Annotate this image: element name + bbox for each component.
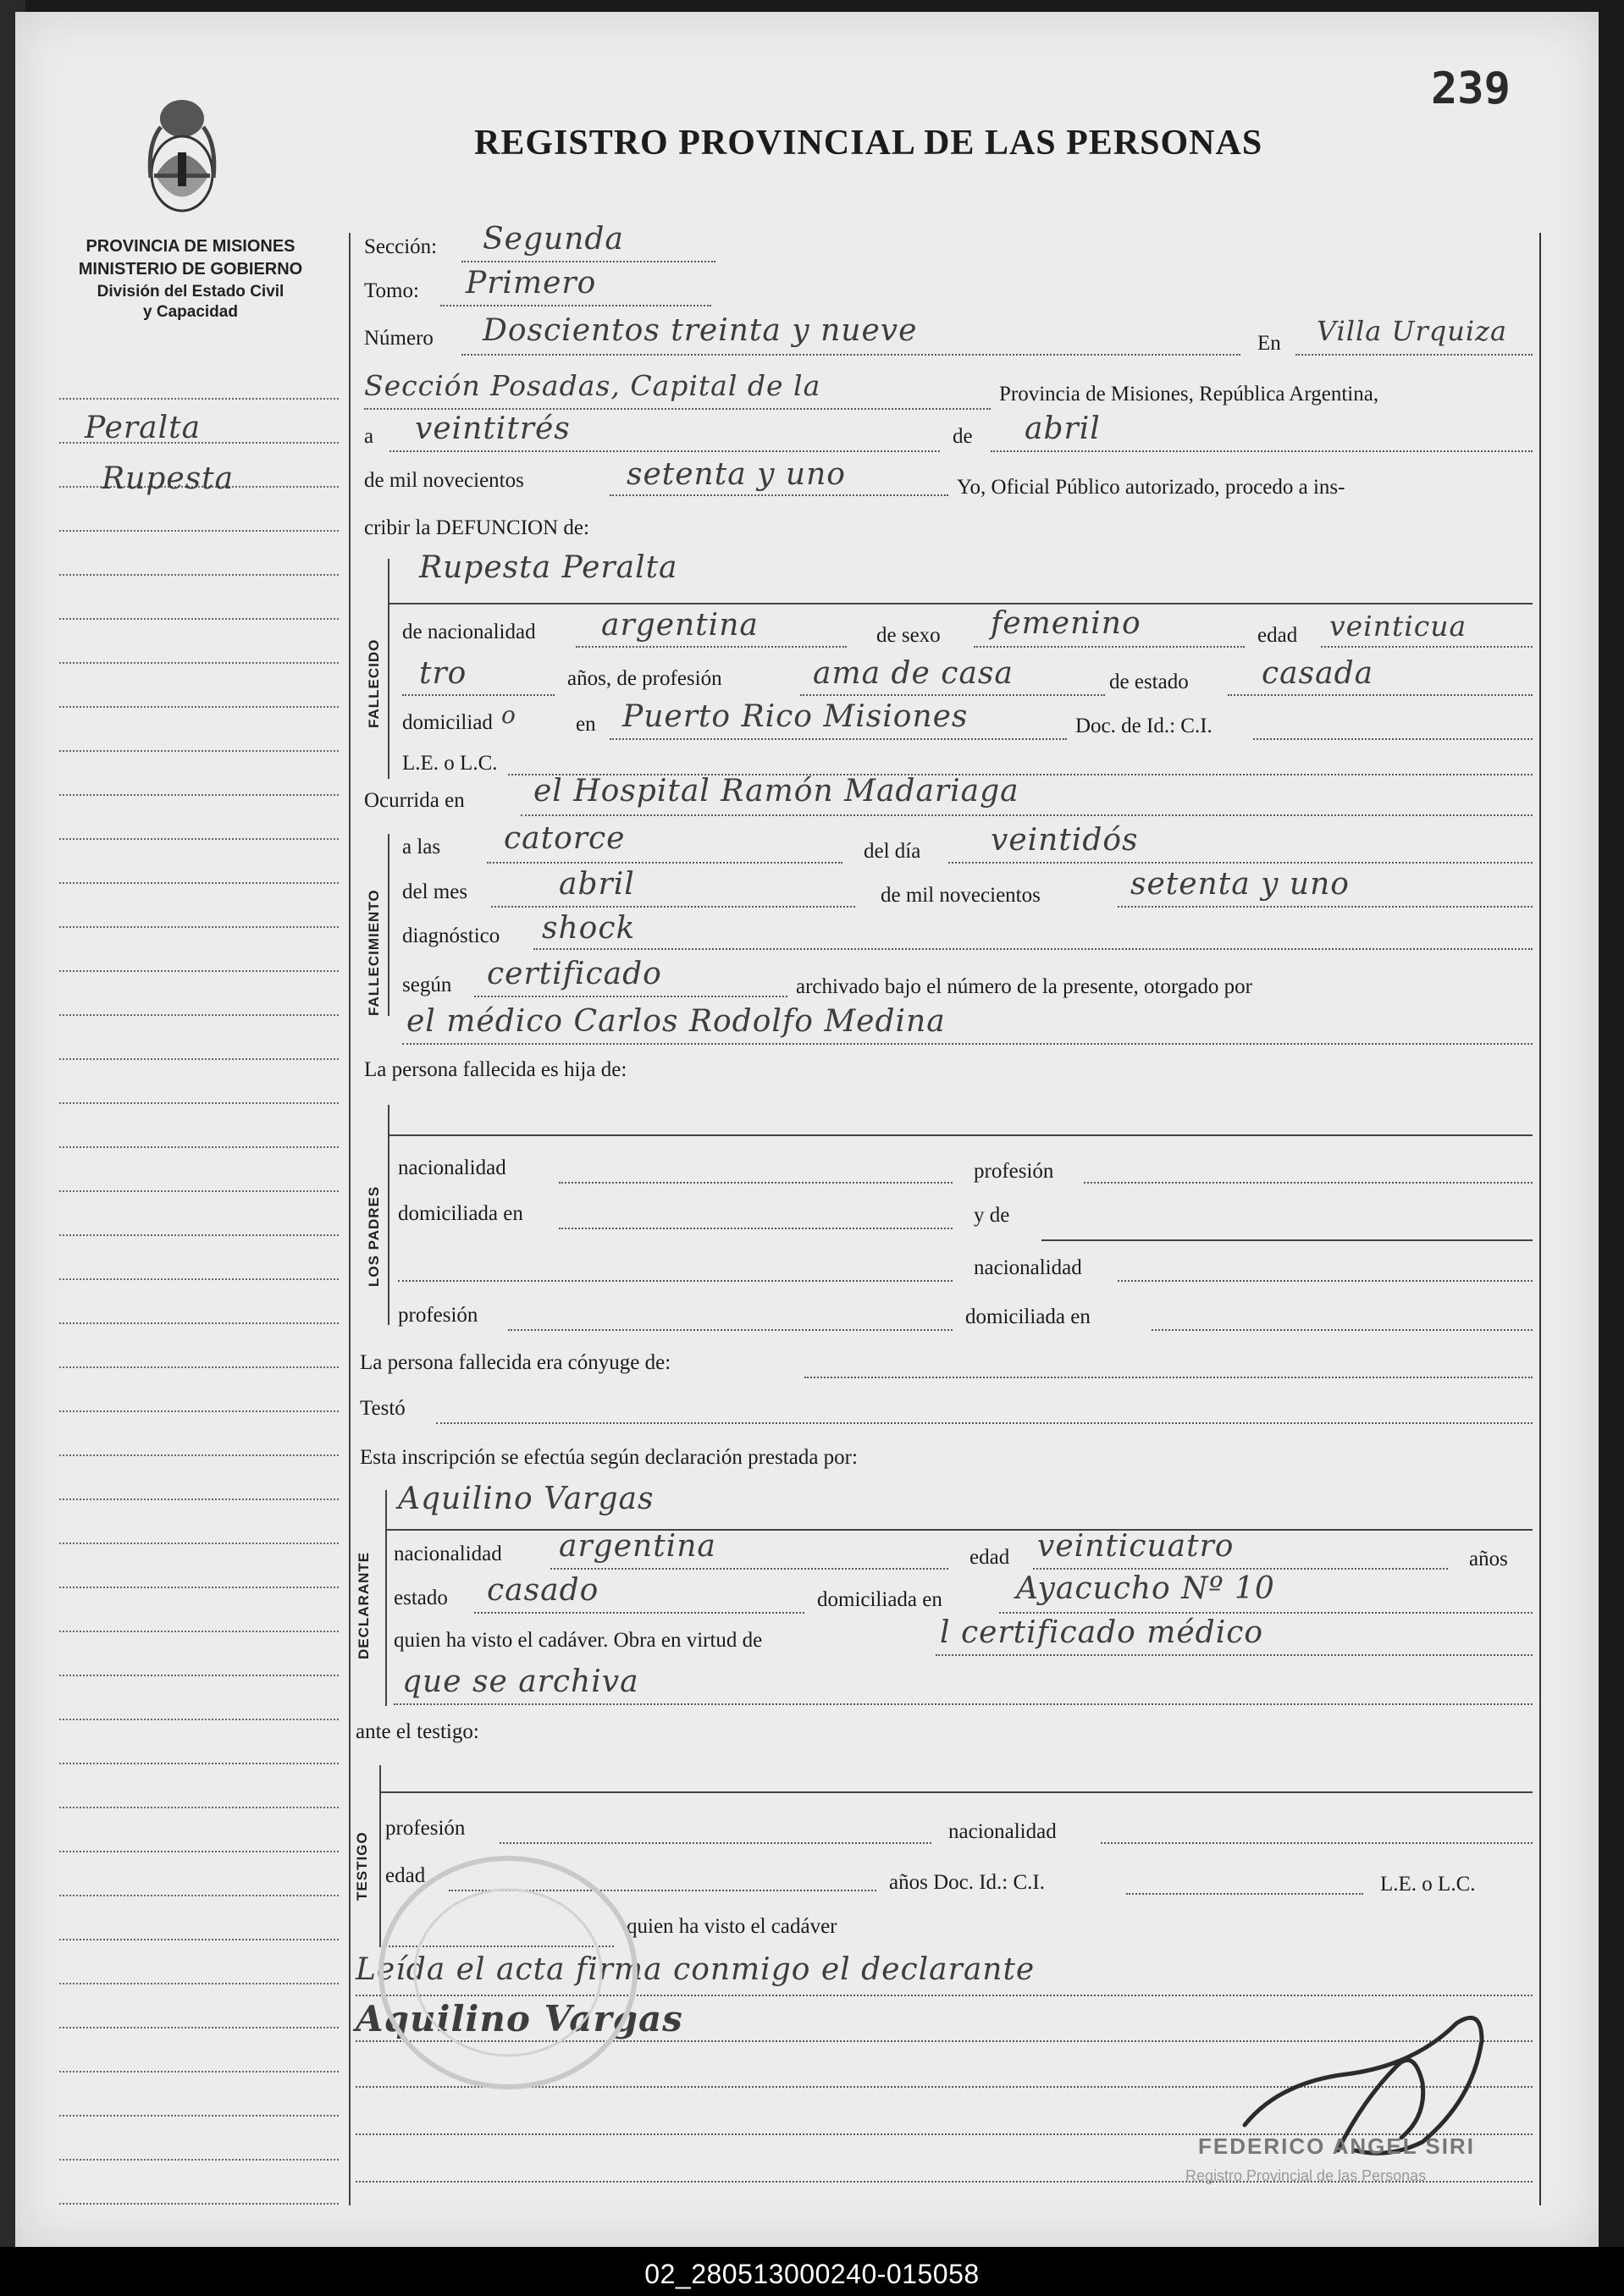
value-edad-b: tro: [419, 656, 467, 691]
label-estado: de estado: [1109, 671, 1189, 693]
label-inscripcion: Esta inscripción se efectúa según declaración prestada por:: [360, 1446, 858, 1469]
margin-ruled-line: [59, 970, 339, 972]
field-mes: [991, 450, 1533, 452]
field-doc: [1253, 738, 1533, 740]
label-t-nacionalidad: nacionalidad: [948, 1820, 1057, 1843]
value-d-nacionalidad: argentina: [559, 1529, 716, 1564]
label-archivado: archivado bajo el número de la presente, otorgado por: [796, 975, 1252, 998]
field-testigo: [381, 1791, 1533, 1793]
coat-of-arms-icon: [144, 93, 220, 220]
label-t-quien: quien ha visto el cadáver: [627, 1915, 837, 1938]
margin-ruled-line: [59, 926, 339, 928]
header-capacidad: y Capacidad: [143, 303, 238, 321]
field-p-extra: [398, 1280, 953, 1282]
label-a: a: [364, 425, 374, 448]
label-ocurrida: Ocurrida en: [364, 789, 465, 812]
value-ocurrida: el Hospital Ramón Madariaga: [533, 774, 1019, 809]
value-tomo: Primero: [466, 266, 597, 301]
value-seccion-loc: Sección Posadas, Capital de la: [364, 369, 821, 402]
label-yo-oficial: Yo, Oficial Público autorizado, procedo a ins-: [957, 476, 1345, 499]
label-t-edad: edad: [385, 1864, 426, 1887]
main-column-rule: [349, 233, 351, 2205]
margin-ruled-line: [59, 1014, 339, 1016]
label-de-mil2: de mil novecientos: [881, 884, 1041, 907]
page-number: 239: [1431, 63, 1511, 114]
margin-ruled-line: [59, 2203, 339, 2205]
fallecimiento-bracket: [388, 834, 389, 1016]
label-nacionalidad: de nacionalidad: [402, 621, 536, 643]
label-p-nacionalidad: nacionalidad: [398, 1156, 506, 1179]
margin-ruled-line: [59, 662, 339, 664]
field-mes-fallec: [491, 906, 855, 908]
value-edad-a: veinticua: [1329, 610, 1467, 643]
field-p-profesion2: [508, 1329, 953, 1331]
field-profesion: [800, 694, 1105, 696]
value-dia-fallec: veintidós: [991, 823, 1139, 858]
label-en2: en: [576, 713, 596, 736]
field-ocurrida: [521, 814, 1533, 816]
value-segun: certificado: [487, 957, 662, 991]
label-inscribir: cribir la DEFUNCION de:: [364, 516, 589, 539]
label-t-profesion: profesión: [385, 1817, 466, 1840]
label-p-domiciliada2: domiciliada en: [965, 1305, 1091, 1328]
official-stamp-sub: Registro Provincial de las Personas: [1185, 2167, 1427, 2184]
label-segun: según: [402, 974, 452, 996]
field-p-nacionalidad2: [1118, 1280, 1533, 1282]
margin-ruled-line: [59, 794, 339, 796]
value-d-obra2: que se archiva: [402, 1664, 639, 1699]
value-d-obra: l certificado médico: [940, 1615, 1264, 1650]
margin-ruled-line: [59, 1146, 339, 1148]
label-d-quien: quien ha visto el cadáver. Obra en virtud de: [394, 1629, 763, 1652]
label-sexo: de sexo: [876, 624, 941, 647]
field-madre: [1041, 1239, 1533, 1241]
field-dia-fallec: [948, 862, 1533, 864]
label-tomo: Tomo:: [364, 279, 419, 302]
margin-ruled-line: [59, 618, 339, 620]
label-de-mil: de mil novecientos: [364, 469, 524, 492]
value-d-domicilio: Ayacucho Nº 10: [1016, 1571, 1275, 1606]
margin-ruled-line: [59, 1190, 339, 1192]
field-d-edad: [1033, 1568, 1448, 1570]
margin-ruled-line: [59, 1807, 339, 1808]
label-p-domiciliada: domiciliada en: [398, 1202, 523, 1225]
field-nombre: [389, 603, 1533, 604]
side-label-fallecido: FALLECIDO: [366, 638, 382, 728]
side-label-declarante: DECLARANTE: [356, 1551, 372, 1659]
field-domicilio: [610, 738, 1067, 740]
margin-ruled-line: [59, 882, 339, 884]
round-stamp-icon: [373, 1846, 644, 2100]
margin-ruled-line: [59, 1631, 339, 1632]
margin-ruled-line: [59, 530, 339, 532]
margin-ruled-line: [59, 2071, 339, 2072]
label-seccion: Sección:: [364, 235, 438, 258]
margin-ruled-line: [59, 1058, 339, 1060]
margin-name-given: Rupesta: [102, 461, 235, 496]
field-sexo: [974, 646, 1245, 648]
side-label-fallecimiento: FALLECIMIENTO: [366, 889, 382, 1016]
field-seccion-loc: [364, 408, 991, 410]
field-seccion: [461, 261, 715, 262]
value-anio-fallec: setenta y uno: [1130, 867, 1350, 902]
field-en: [1295, 354, 1533, 356]
field-nacionalidad: [576, 646, 847, 648]
padres-bracket: [388, 1105, 389, 1325]
margin-ruled-line: [59, 1366, 339, 1368]
margin-ruled-line: [59, 750, 339, 752]
value-numero: Doscientos treinta y nueve: [483, 313, 918, 348]
label-y-de: y de: [974, 1204, 1010, 1227]
margin-ruled-line: [59, 2115, 339, 2117]
margin-ruled-line: [59, 574, 339, 576]
label-ante-testigo: ante el testigo:: [356, 1720, 479, 1743]
label-testo: Testó: [360, 1397, 406, 1420]
label-le-lc: L.E. o L.C.: [402, 752, 498, 775]
label-de: de: [953, 425, 973, 448]
field-edad: [1321, 646, 1533, 648]
fallecido-bracket: [388, 559, 389, 779]
label-edad: edad: [1257, 624, 1298, 647]
margin-ruled-line: [59, 1719, 339, 1720]
margin-ruled-line: [59, 1234, 339, 1236]
value-medico: el médico Carlos Rodolfo Medina: [406, 1004, 946, 1039]
label-diagnostico: diagnóstico: [402, 924, 500, 947]
label-conyuge: La persona fallecida era cónyuge de:: [360, 1351, 671, 1374]
footer-filename: 02_280513000240-015058: [644, 2259, 980, 2289]
margin-ruled-line: [59, 2159, 339, 2161]
label-d-nacionalidad: nacionalidad: [394, 1543, 502, 1565]
margin-ruled-line: [59, 1102, 339, 1104]
label-numero: Número: [364, 327, 434, 350]
margin-ruled-line: [59, 1675, 339, 1676]
margin-ruled-line: [59, 398, 339, 400]
field-medico: [402, 1043, 1533, 1045]
field-dia: [389, 450, 940, 452]
value-hora: catorce: [504, 821, 626, 856]
field-p-nacionalidad: [559, 1182, 953, 1184]
label-t-anos-doc: años Doc. Id.: C.I.: [889, 1871, 1045, 1894]
label-hija-de: La persona fallecida es hija de:: [364, 1058, 627, 1081]
label-d-edad: edad: [969, 1546, 1010, 1569]
margin-ruled-line: [59, 1278, 339, 1280]
field-tomo: [440, 305, 711, 306]
margin-ruled-line: [59, 1454, 339, 1456]
side-label-testigo: TESTIGO: [354, 1831, 370, 1901]
value-d-estado: casado: [487, 1573, 599, 1608]
side-label-padres: LOS PADRES: [366, 1185, 382, 1287]
field-t-profesion: [500, 1842, 931, 1844]
value-mes: abril: [1025, 411, 1101, 446]
margin-ruled-line: [59, 1763, 339, 1764]
field-numero: [461, 354, 1240, 356]
value-domicilio: Puerto Rico Misiones: [622, 699, 969, 734]
margin-ruled-line: [59, 1322, 339, 1324]
field-conyuge: [804, 1377, 1533, 1378]
value-estado: casada: [1262, 656, 1374, 691]
label-a-las: a las: [402, 836, 441, 858]
label-del-dia: del día: [864, 840, 921, 863]
label-en: En: [1257, 332, 1281, 355]
margin-ruled-line: [59, 838, 339, 840]
official-stamp-name: FEDERICO ANGEL SIRI: [1198, 2133, 1475, 2159]
field-d-obra: [936, 1654, 1533, 1656]
field-segun: [474, 996, 787, 997]
value-diagnostico: shock: [542, 911, 636, 946]
field-anio-fallec: [1118, 906, 1533, 908]
margin-name-surname: Peralta: [85, 411, 202, 445]
label-domiciliad: domiciliad: [402, 711, 493, 734]
value-nacionalidad: argentina: [601, 608, 759, 643]
field-d-obra2: [394, 1703, 1533, 1705]
label-d-anos: años: [1469, 1548, 1508, 1570]
label-p-profesion: profesión: [974, 1160, 1054, 1183]
right-edge-rule: [1539, 233, 1541, 2205]
field-p-domiciliada2: [1152, 1329, 1533, 1331]
margin-ruled-line: [59, 1983, 339, 1984]
label-p-profesion2: profesión: [398, 1304, 478, 1327]
label-del-mes: del mes: [402, 880, 468, 903]
label-d-estado: estado: [394, 1587, 448, 1609]
field-p-profesion: [1084, 1182, 1533, 1184]
label-t-le: L.E. o L.C.: [1380, 1873, 1476, 1896]
header-ministry: MINISTERIO DE GOBIERNO: [78, 260, 303, 279]
field-d-nacionalidad: [550, 1568, 948, 1570]
label-p-nacionalidad2: nacionalidad: [974, 1256, 1082, 1279]
value-seccion: Segunda: [483, 222, 624, 257]
margin-ruled-line: [59, 1939, 339, 1940]
field-d-domiciliada: [999, 1612, 1533, 1614]
field-padre: [389, 1134, 1533, 1136]
field-t-nacionalidad: [1101, 1842, 1533, 1844]
margin-ruled-line: [59, 1895, 339, 1896]
value-declarante: Aquilino Vargas: [398, 1482, 655, 1516]
value-cierre: Leída el acta firma conmigo el declarante: [356, 1952, 1036, 1987]
value-domicilio-suffix: o: [501, 701, 516, 729]
value-dia: veintitrés: [415, 411, 571, 446]
field-d-estado: [474, 1612, 804, 1614]
field-testo: [436, 1422, 1533, 1424]
field-diagnostico: [533, 948, 1533, 950]
margin-ruled-line: [59, 2027, 339, 2028]
field-t-doc: [1126, 1893, 1363, 1895]
margin-ruled-line: [59, 706, 339, 708]
margin-ruled-line: [59, 1543, 339, 1544]
value-d-edad: veinticuatro: [1037, 1529, 1235, 1564]
value-firma: Aquilino Vargas: [356, 1998, 683, 2039]
margin-ruled-line: [59, 1498, 339, 1500]
margin-ruled-line: [59, 1410, 339, 1412]
field-edad-b: [402, 694, 555, 696]
label-anos-profesion: años, de profesión: [567, 667, 722, 690]
header-division: División del Estado Civil: [97, 283, 284, 301]
value-profesion: ama de casa: [813, 656, 1014, 691]
value-en: Villa Urquiza: [1317, 315, 1508, 347]
value-mes-fallec: abril: [559, 867, 635, 902]
declarante-bracket: [385, 1490, 387, 1706]
header-province: PROVINCIA DE MISIONES: [86, 237, 296, 256]
field-hora: [487, 862, 842, 864]
value-sexo: femenino: [991, 606, 1141, 641]
value-nombre: Rupesta Peralta: [419, 550, 678, 585]
field-p-domiciliada: [559, 1228, 953, 1229]
field-anio: [610, 494, 948, 496]
margin-ruled-line: [59, 1587, 339, 1588]
label-doc: Doc. de Id.: C.I.: [1075, 715, 1212, 737]
field-declarante: [385, 1529, 1533, 1531]
label-d-domiciliada: domiciliada en: [817, 1588, 942, 1611]
page-title: REGISTRO PROVINCIAL DE LAS PERSONAS: [474, 124, 1263, 163]
margin-ruled-line: [59, 1851, 339, 1852]
field-estado: [1228, 694, 1533, 696]
label-provincia: Provincia de Misiones, República Argentina,: [999, 383, 1379, 406]
value-anio: setenta y uno: [627, 457, 846, 492]
